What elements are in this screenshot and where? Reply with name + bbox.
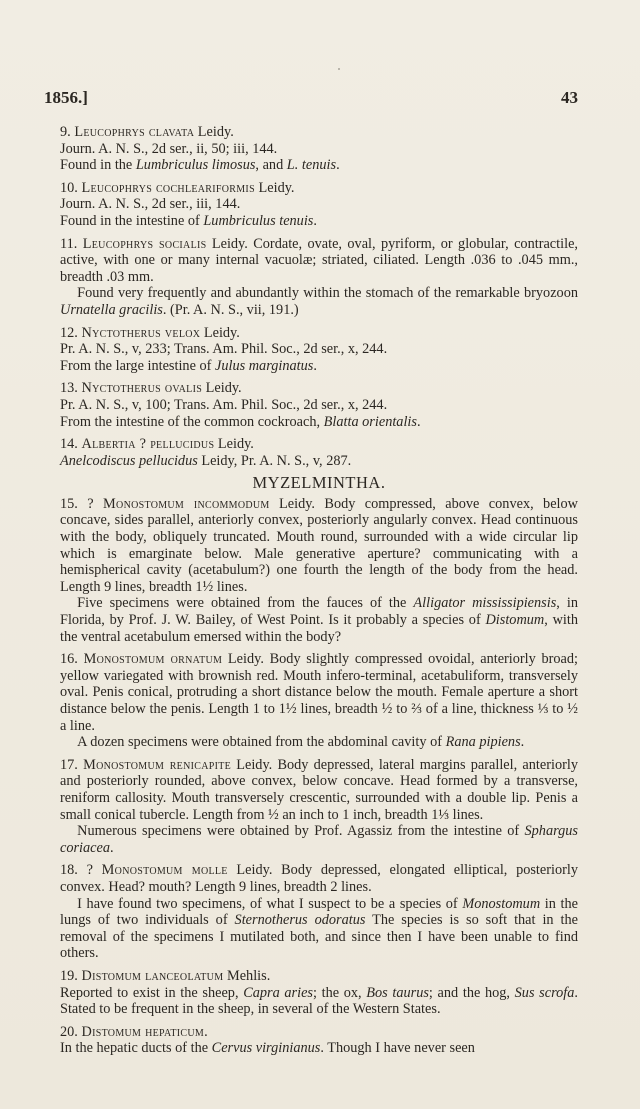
- description: 17. Monostomum renicapite Leidy. Body depressed, lateral margins parallel, anteriorly and posteriorly rounded, above convex, below concave. Head formed by a transverse, reniform callosity. Mouth transversely crescentic, surrounded with a double lip. Penis a small conical tubercle. Length from ½ an inch to 1 inch, breadth 1⅓ lines.: [60, 756, 578, 823]
- species-name: Distomum lanceolatum: [81, 967, 224, 984]
- species-name: Leucophrys cochleariformis: [81, 179, 255, 196]
- habitat: Numerous specimens were obtained by Prof. Agassiz from the intestine of Sphargus coriacea.: [60, 823, 578, 856]
- year-label: 1856.]: [44, 88, 88, 107]
- habitat: A dozen specimens were obtained from the abdominal cavity of Rana pipiens.: [77, 734, 525, 751]
- species-name: Nyctotherus ovalis: [81, 380, 203, 397]
- entry-10: [60, 180, 578, 230]
- entry-15: [60, 496, 578, 645]
- species-name: Albertia ? pellucidus: [81, 436, 215, 453]
- species-name: Distomum hepaticum.: [81, 1023, 208, 1040]
- entry-number: 18. ?: [60, 862, 93, 879]
- species-author: Leidy.: [236, 756, 273, 773]
- habitat: Five specimens were obtained from the fauces of the Alligator mississipiensis, in Florida, by Prof. J. W. Bailey, of West Point. Is it probably a species of Distomum, with the ventral acetabulum emersed within the body?: [60, 595, 578, 645]
- entry-number: 16.: [60, 651, 78, 668]
- entry-number: 15. ?: [60, 495, 94, 512]
- species-author: Leidy.: [205, 380, 242, 397]
- entry-20: [60, 1024, 578, 1057]
- entry-number: 10.: [60, 179, 78, 196]
- entry-number: 17.: [60, 756, 78, 773]
- species-name: Leucophrys clavata: [74, 124, 195, 140]
- reference: Journ. A. N. S., 2d ser., ii, 50; iii, 144.: [60, 140, 278, 157]
- reference: Pr. A. N. S., v, 233; Trans. Am. Phil. Soc., 2d ser., x, 244.: [60, 341, 388, 358]
- entry-17: [60, 757, 578, 857]
- entry-9: [60, 124, 578, 174]
- habitat: From the large intestine of Julus marginatus.: [60, 357, 317, 374]
- species-name: Monostomum ornatum: [83, 651, 223, 668]
- entry-16: [60, 651, 578, 751]
- description: 11. Leucophrys socialis Leidy. Cordate, ovate, oval, pyriform, or globular, contractile, active, with one or many internal vacuolæ; striated, ciliated. Length .036 to .045 mm., breadth .03 mm.: [60, 235, 578, 285]
- species-author: Leidy.: [227, 651, 264, 668]
- habitat: Found in the Lumbriculus limosus, and L. tenuis.: [60, 157, 340, 174]
- page-header: [44, 88, 578, 108]
- synonym: Anelcodiscus pellucidus Leidy, Pr. A. N. S., v, 287.: [60, 452, 352, 469]
- entry-18: [60, 862, 578, 962]
- species-name: Leucophrys socialis: [82, 235, 207, 252]
- species-author: Leidy.: [236, 862, 273, 879]
- habitat: In the hepatic ducts of the Cervus virginianus. Though I have never seen: [60, 1040, 475, 1057]
- reference: Journ. A. N. S., 2d ser., iii, 144.: [60, 196, 241, 213]
- entry-number: 12.: [60, 324, 78, 341]
- species-name: Nyctotherus velox: [81, 324, 201, 341]
- section-title: MYZELMINTHA.: [252, 473, 386, 493]
- species-author: Leidy.: [197, 124, 234, 140]
- reference: Pr. A. N. S., v, 100; Trans. Am. Phil. Soc., 2d ser., x, 244.: [60, 396, 388, 413]
- entry-11: [60, 236, 578, 319]
- species-author: Leidy.: [217, 436, 254, 453]
- entry-number: 14.: [60, 436, 78, 453]
- description: 16. Monostomum ornatum Leidy. Body slightly compressed ovoidal, anteriorly broad; yellow variegated with brownish red. Mouth infero-terminal, acetabuliform, transversely oval. Penis conical, protruding a short distance below the mouth. Female aperture a short distance below the penis. Length 1 to 1½ lines, breadth ½ to ⅔ of a line, thickness ⅓ to ½ a line.: [60, 651, 579, 734]
- habitat: From the intestine of the common cockroach, Blatta orientalis.: [60, 413, 421, 430]
- species-name: Monostomum molle: [101, 862, 228, 879]
- description: 15. ? Monostomum incommodum Leidy. Body compressed, above convex, below concave, sides parallel, anteriorly convex, posteriorly angularly convex. Head continuous with the body, obliquely truncated. Mouth round, surrounded with a wide circular lip which is emarginate below. Male generative aperture? communicating with a hemispherical cavity (acetabulum?) one fourth the length of the body from the head. Length 9 lines, breadth 1½ lines.: [60, 495, 578, 595]
- page-number: 43: [561, 88, 578, 107]
- habitat: Found in the intestine of Lumbriculus tenuis.: [60, 212, 317, 229]
- species-name: Monostomum incommodum: [103, 495, 270, 512]
- species-name: Monostomum renicapite: [83, 756, 232, 773]
- entry-number: 11.: [60, 235, 78, 252]
- description: 18. ? Monostomum molle Leidy. Body depressed, elongated elliptical, posteriorly convex. Head? mouth? Length 9 lines, breadth 2 lines.: [60, 862, 579, 895]
- entry-number: 20.: [60, 1023, 78, 1040]
- species-author: Leidy.: [279, 495, 316, 512]
- entry-12: [60, 325, 578, 375]
- species-author: Leidy.: [203, 324, 240, 341]
- speck: [338, 68, 340, 70]
- species-author: Leidy.: [211, 235, 248, 252]
- entry-13: [60, 380, 578, 430]
- entry-number: 9.: [60, 124, 71, 140]
- species-author: Mehlis.: [226, 967, 271, 984]
- habitat: Found very frequently and abundantly within the stomach of the remarkable bryozoon Urnatella gracilis. (Pr. A. N. S., vii, 191.): [60, 285, 578, 318]
- species-author: Leidy.: [258, 179, 295, 196]
- entry-19: [60, 968, 578, 1018]
- page-body: [60, 124, 578, 1063]
- entry-number: 13.: [60, 380, 78, 397]
- entry-14: [60, 436, 578, 469]
- habitat: Reported to exist in the sheep, Capra aries; the ox, Bos taurus; and the hog, Sus scrofa. Stated to be frequent in the sheep, in several of the Western States.: [60, 984, 578, 1018]
- habitat: I have found two specimens, of what I suspect to be a species of Monostomum in the lungs of two individuals of Sternotherus odoratus The species is so soft that in the removal of the specimens I mutilated both, and since then I have been unable to find others.: [60, 895, 578, 962]
- entry-number: 19.: [60, 967, 78, 984]
